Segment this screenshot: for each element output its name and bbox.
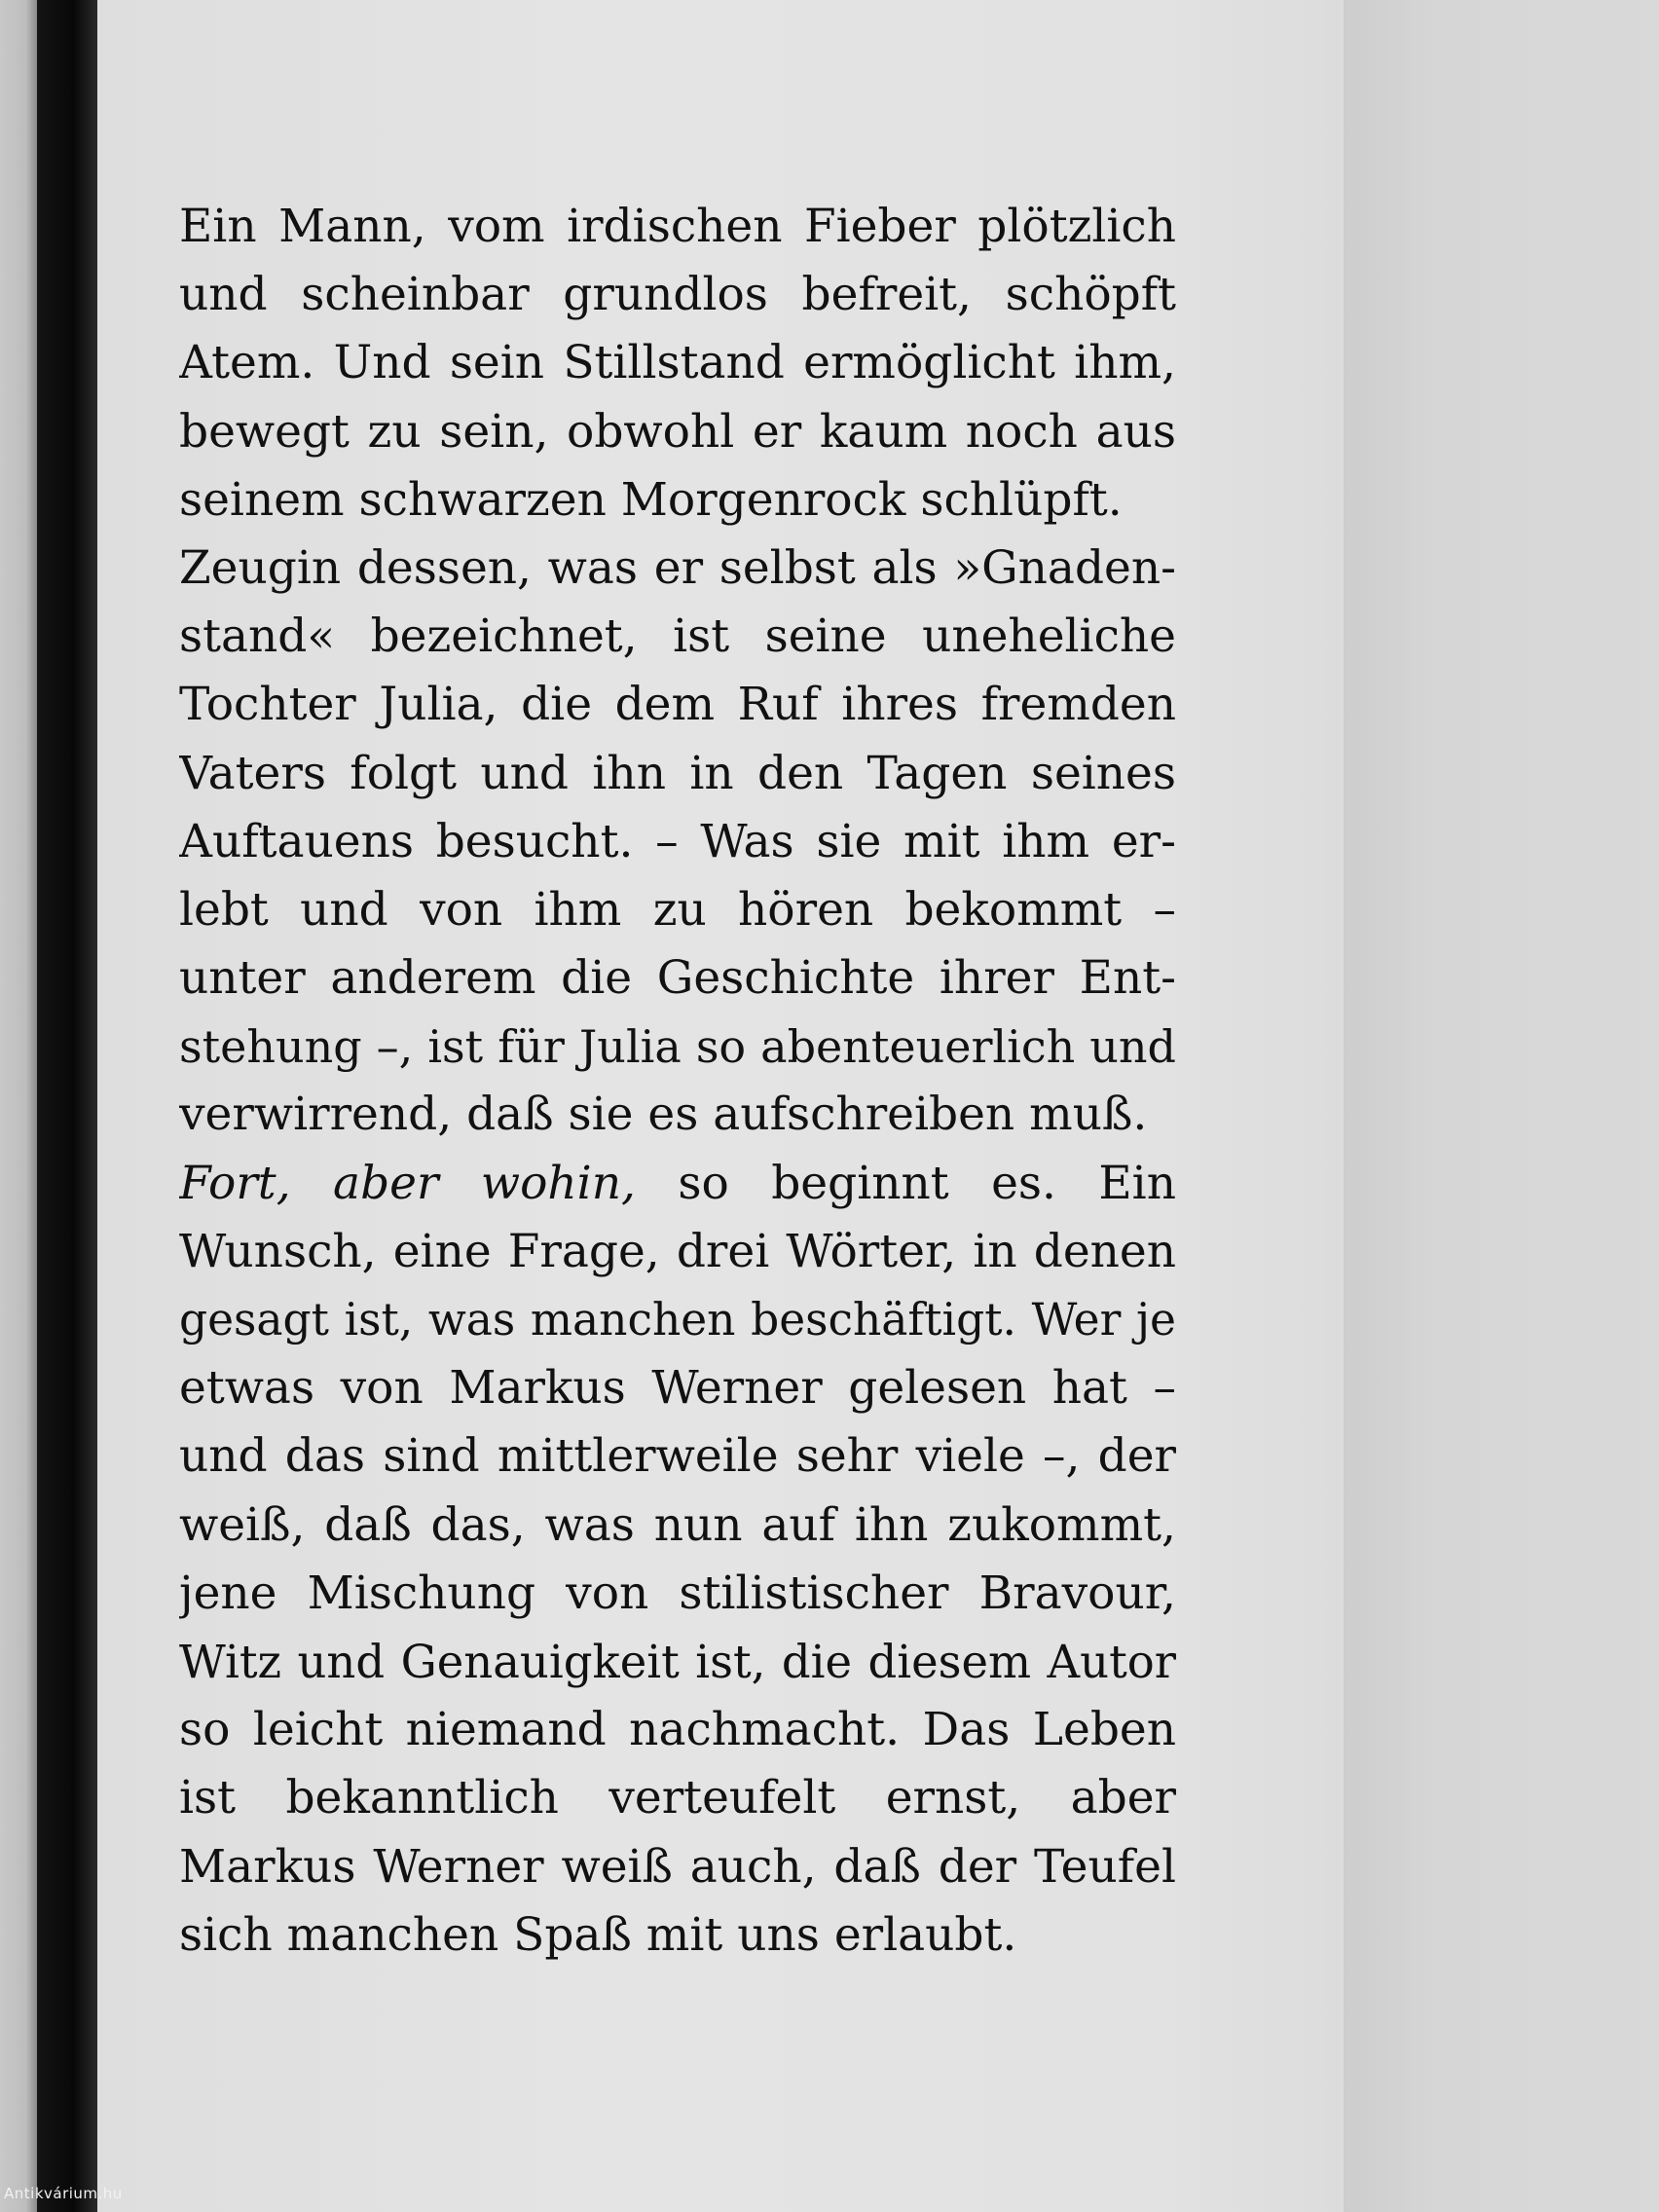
text-line: Witz und Genauigkeit ist, die diesem Autor <box>179 1635 1176 1688</box>
text-line: Atem. Und sein Stillstand ermöglicht ihm, <box>179 336 1176 390</box>
text-line: unter anderem die Geschichte ihrer Ent- <box>179 951 1176 1006</box>
text-line: sich manchen Spaß mit uns erlaubt. <box>179 1907 1017 1962</box>
text-line: so leicht niemand nachmacht. Das Leben <box>179 1703 1176 1757</box>
blurb-text <box>179 193 1176 1970</box>
text-line: Wunsch, eine Frage, drei Wörter, in denen <box>179 1224 1176 1278</box>
text-line: seinem schwarzen Morgenrock schlüpft. <box>179 472 1123 527</box>
text-line: Markus Werner weiß auch, daß der Teufel <box>179 1839 1176 1894</box>
text-line-rest: so beginnt es. Ein <box>678 1156 1176 1210</box>
text-line: jene Mischung von stilistischer Bravour, <box>179 1566 1176 1620</box>
text-line: weiß, daß das, was nun auf ihn zukommt, <box>179 1497 1176 1552</box>
left-page-edge <box>0 0 37 2212</box>
text-line: Tochter Julia, die dem Ruf ihres fremden <box>179 678 1176 732</box>
right-margin-shadow <box>1344 0 1659 2212</box>
text-line: Vaters folgt und ihn in den Tagen seines <box>179 746 1176 800</box>
watermark: Antikvárium.hu <box>4 2185 123 2202</box>
italic-book-title: Fort, aber wohin, <box>179 1156 636 1210</box>
text-line: ist bekanntlich verteufelt ernst, aber <box>179 1771 1176 1825</box>
text-line: gesagt ist, was manchen beschäftigt. Wer je <box>179 1294 1176 1346</box>
text-line: verwirrend, daß sie es aufschreiben muß. <box>179 1088 1148 1142</box>
text-line-with-title <box>179 1150 1176 1218</box>
text-line: stehung –, ist für Julia so abenteuerlich und <box>179 1020 1176 1074</box>
text-line: und scheinbar grundlos befreit, schöpft <box>179 268 1176 322</box>
text-line: Ein Mann, vom irdischen Fieber plötzlich <box>179 200 1176 253</box>
text-line: Zeugin dessen, was er selbst als »Gnaden- <box>179 540 1176 595</box>
text-line: Auftauens besucht. – Was sie mit ihm er- <box>179 814 1176 868</box>
book-spine-shadow <box>37 0 97 2212</box>
text-line: lebt und von ihm zu hören bekommt – <box>179 882 1176 937</box>
text-line: stand« bezeichnet, ist seine uneheliche <box>179 609 1176 664</box>
text-line: etwas von Markus Werner gelesen hat – <box>179 1361 1176 1416</box>
text-line: und das sind mittlerweile sehr viele –, der <box>179 1429 1176 1484</box>
text-line: bewegt zu sein, obwohl er kaum noch aus <box>179 404 1176 459</box>
